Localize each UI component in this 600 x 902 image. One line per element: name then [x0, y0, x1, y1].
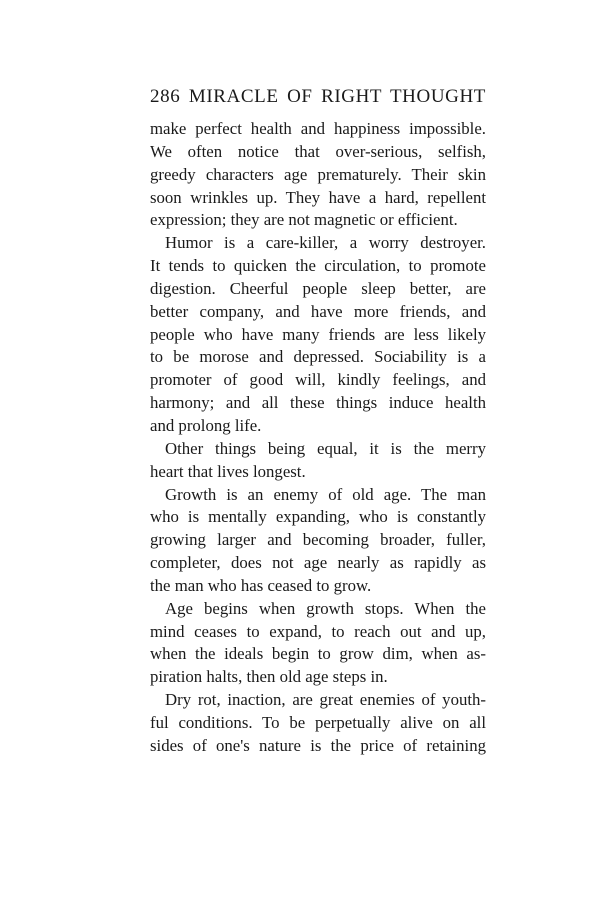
- running-header: [150, 86, 486, 108]
- text-line: greedy characters age prematurely. Their skin: [150, 164, 486, 184]
- text-line: and prolong life.: [150, 415, 262, 435]
- page-number: 286: [150, 86, 181, 107]
- text-line: It tends to quicken the circulation, to promote: [150, 256, 486, 276]
- text-line: mind ceases to expand, to reach out and up,: [150, 621, 486, 641]
- text-line: when the ideals begin to grow dim, when as-: [150, 644, 486, 664]
- text-line: make perfect health and happiness impossible.: [150, 119, 486, 138]
- page-body-text: [150, 118, 486, 758]
- text-line: promoter of good will, kindly feelings, and: [150, 370, 486, 390]
- text-line: Other things being equal, it is the merry: [165, 438, 486, 458]
- text-line: We often notice that over-serious, selfish,: [150, 141, 486, 161]
- text-line: people who have many friends are less likely: [150, 324, 486, 344]
- text-line: who is mentally expanding, who is constantly: [150, 507, 486, 527]
- text-line: sides of one's nature is the price of retaining: [150, 735, 486, 755]
- text-line: better company, and have more friends, and: [150, 301, 486, 321]
- text-line: soon wrinkles up. They have a hard, repellent: [150, 187, 486, 207]
- text-line: piration halts, then old age steps in.: [150, 667, 388, 687]
- text-line: digestion. Cheerful people sleep better, are: [150, 278, 486, 298]
- text-line: the man who has ceased to grow.: [150, 575, 372, 595]
- text-line: expression; they are not magnetic or efficient.: [150, 210, 458, 230]
- text-line: Humor is a care-killer, a worry destroyer.: [165, 233, 486, 253]
- text-line: Age begins when growth stops. When the: [165, 598, 486, 618]
- text-line: growing larger and becoming broader, fuller,: [150, 530, 486, 550]
- text-line: heart that lives longest.: [150, 461, 306, 481]
- text-line: Dry rot, inaction, are great enemies of youth-: [165, 690, 486, 710]
- text-line: Growth is an enemy of old age. The man: [165, 484, 486, 504]
- running-title: MIRACLE OF RIGHT THOUGHT: [188, 86, 486, 107]
- text-line: completer, does not age nearly as rapidly as: [150, 553, 486, 573]
- text-line: ful conditions. To be perpetually alive on all: [150, 712, 486, 732]
- text-line: harmony; and all these things induce health: [150, 393, 486, 413]
- text-line: to be morose and depressed. Sociability is a: [150, 347, 486, 367]
